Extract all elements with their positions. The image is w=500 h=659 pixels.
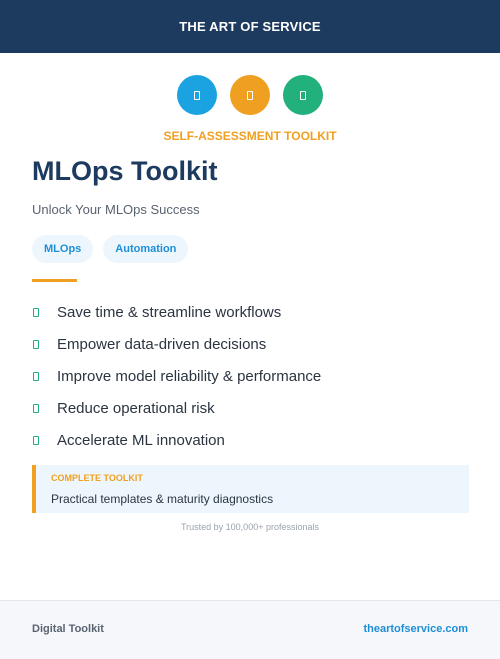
benefit-text: Accelerate ML innovation bbox=[57, 431, 225, 449]
callout-box bbox=[32, 465, 469, 513]
icon-row bbox=[0, 75, 500, 115]
check-icon bbox=[33, 340, 39, 349]
benefit-text: Empower data-driven decisions bbox=[57, 335, 267, 353]
document-icon bbox=[300, 91, 306, 100]
list-item bbox=[32, 296, 321, 328]
page-title: MLOps Toolkit bbox=[32, 156, 218, 186]
trust-note: Trusted by 100,000+ professionals bbox=[180, 522, 319, 532]
benefit-text: Improve model reliability & performance bbox=[57, 367, 322, 385]
check-icon bbox=[33, 372, 39, 381]
website-link[interactable]: theartofservice.com bbox=[363, 623, 468, 635]
footer-label: Digital Toolkit bbox=[32, 623, 104, 635]
kicker-label: SELF-ASSESSMENT TOOLKIT bbox=[163, 129, 337, 143]
brand-name: THE ART OF SERVICE bbox=[179, 19, 321, 34]
check-icon bbox=[33, 404, 39, 413]
document-icon bbox=[247, 91, 253, 100]
callout-text: Practical templates & maturity diagnostics bbox=[51, 492, 274, 506]
footer-bar bbox=[0, 600, 500, 659]
tag-mlops: MLOps bbox=[32, 235, 93, 263]
icon-badge-green bbox=[283, 75, 323, 115]
check-icon bbox=[33, 436, 39, 445]
icon-badge-orange bbox=[230, 75, 270, 115]
list-item bbox=[32, 392, 321, 424]
tag-automation: Automation bbox=[103, 235, 188, 263]
header-bar bbox=[0, 0, 500, 53]
callout-label: COMPLETE TOOLKIT bbox=[51, 473, 143, 483]
benefit-text: Save time & streamline workflows bbox=[57, 303, 282, 321]
check-icon bbox=[33, 308, 39, 317]
list-item bbox=[32, 424, 321, 456]
benefit-text: Reduce operational risk bbox=[57, 399, 215, 417]
benefit-list bbox=[32, 296, 321, 456]
accent-divider bbox=[32, 279, 77, 282]
page-subtitle: Unlock Your MLOps Success bbox=[32, 202, 200, 217]
icon-badge-blue bbox=[177, 75, 217, 115]
document-icon bbox=[194, 91, 200, 100]
list-item bbox=[32, 328, 321, 360]
list-item bbox=[32, 360, 321, 392]
tag-list bbox=[32, 235, 188, 263]
